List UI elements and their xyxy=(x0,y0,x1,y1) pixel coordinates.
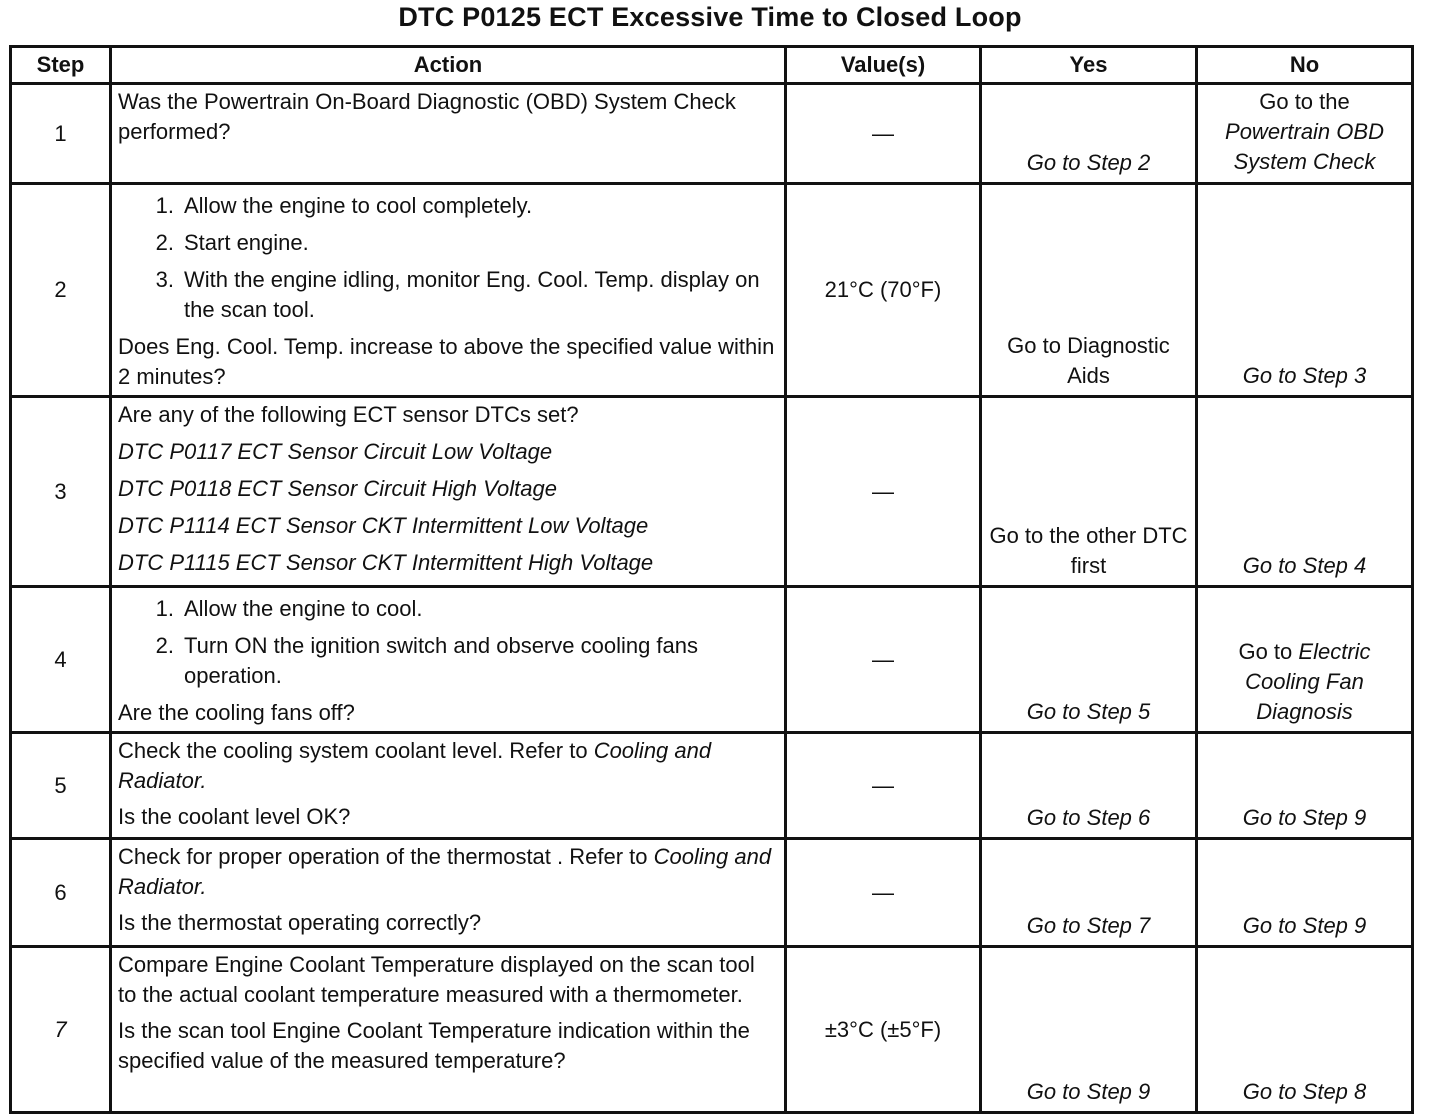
list-number: 3. xyxy=(155,267,174,292)
action-instruction: Compare Engine Coolant Temperature displayed on the scan tool to the actual coolant temperature measured with a thermometer. xyxy=(118,952,755,1007)
action-question: Was the Powertrain On-Board Diagnostic (OBD) System Check performed? xyxy=(118,89,736,144)
header-action: Action xyxy=(111,47,786,84)
no-cell: Go to Step 9 xyxy=(1197,733,1413,839)
yes-cell: Go to Step 7 xyxy=(981,839,1197,947)
list-number: 2. xyxy=(155,230,174,255)
table-row xyxy=(11,733,1413,839)
list-number: 2. xyxy=(155,633,174,658)
no-link: Electric Cooling Fan Diagnosis xyxy=(1245,639,1371,724)
table-row xyxy=(11,84,1413,184)
step-number: 6 xyxy=(11,839,111,947)
no-link: Powertrain OBD System Check xyxy=(1225,119,1384,174)
table-row xyxy=(11,587,1413,733)
list-item xyxy=(118,594,778,624)
action-cell xyxy=(111,839,786,947)
list-number: 1. xyxy=(155,596,174,621)
no-cell: Go to Step 4 xyxy=(1197,397,1413,587)
action-cell xyxy=(111,947,786,1113)
list-item xyxy=(118,631,778,691)
action-text xyxy=(118,842,778,902)
header-values: Value(s) xyxy=(786,47,981,84)
action-question: Is the scan tool Engine Coolant Temperature indication within the specified value of the measured temperature? xyxy=(118,1018,750,1073)
table-row xyxy=(11,947,1413,1113)
action-instruction: Check for proper operation of the thermostat . Refer to xyxy=(118,844,648,869)
list-text: Turn ON the ignition switch and observe cooling fans operation. xyxy=(184,633,699,688)
action-question: Are the cooling fans off? xyxy=(118,700,355,725)
step-number: 2 xyxy=(11,184,111,397)
header-no: No xyxy=(1197,47,1413,84)
value-cell: — xyxy=(786,397,981,587)
list-item xyxy=(118,191,778,221)
action-text xyxy=(118,736,778,796)
no-cell xyxy=(1197,84,1413,184)
list-text: Allow the engine to cool completely. xyxy=(184,193,533,218)
dtc-reference: DTC P0118 ECT Sensor Circuit High Voltage xyxy=(118,476,557,501)
list-text: Start engine. xyxy=(184,230,309,255)
yes-cell: Go to Step 9 xyxy=(981,947,1197,1113)
value-cell: ±3°C (±5°F) xyxy=(786,947,981,1113)
value-cell: — xyxy=(786,733,981,839)
list-number: 1. xyxy=(155,193,174,218)
dtc-reference: DTC P1114 ECT Sensor CKT Intermittent Low Voltage xyxy=(118,513,649,538)
yes-cell: Go to Diagnostic Aids xyxy=(981,184,1197,397)
no-cell: Go to Step 9 xyxy=(1197,839,1413,947)
step-number: 4 xyxy=(11,587,111,733)
list-text: With the engine idling, monitor Eng. Cool. Temp. display on the scan tool. xyxy=(184,267,760,322)
yes-cell: Go to Step 6 xyxy=(981,733,1197,839)
reference-link: Cooling and Radiator. xyxy=(118,738,712,793)
diagnostic-table xyxy=(9,45,1414,1114)
table-row xyxy=(11,397,1413,587)
list-item xyxy=(118,228,778,258)
step-number: 3 xyxy=(11,397,111,587)
action-instruction: Check the cooling system coolant level. Refer to xyxy=(118,738,588,763)
step-number: 7 xyxy=(11,947,111,1113)
action-cell xyxy=(111,184,786,397)
yes-cell: Go to Step 2 xyxy=(981,84,1197,184)
action-question: Is the thermostat operating correctly? xyxy=(118,910,482,935)
no-text: Go to the xyxy=(1259,89,1350,114)
header-row xyxy=(11,47,1413,84)
header-yes: Yes xyxy=(981,47,1197,84)
action-question: Is the coolant level OK? xyxy=(118,804,351,829)
value-cell: — xyxy=(786,587,981,733)
step-number: 1 xyxy=(11,84,111,184)
action-cell xyxy=(111,84,786,184)
header-step: Step xyxy=(11,47,111,84)
no-cell xyxy=(1197,587,1413,733)
action-cell xyxy=(111,587,786,733)
list-text: Allow the engine to cool. xyxy=(184,596,423,621)
yes-cell: Go to Step 5 xyxy=(981,587,1197,733)
action-cell xyxy=(111,733,786,839)
value-cell: 21°C (70°F) xyxy=(786,184,981,397)
reference-link: Cooling and Radiator. xyxy=(118,844,772,899)
action-question: Are any of the following ECT sensor DTCs set? xyxy=(118,402,579,427)
value-cell: — xyxy=(786,839,981,947)
dtc-reference: DTC P1115 ECT Sensor CKT Intermittent High Voltage xyxy=(118,550,654,575)
yes-cell: Go to the other DTC first xyxy=(981,397,1197,587)
step-number: 5 xyxy=(11,733,111,839)
no-cell: Go to Step 3 xyxy=(1197,184,1413,397)
no-cell: Go to Step 8 xyxy=(1197,947,1413,1113)
table-row xyxy=(11,839,1413,947)
action-cell xyxy=(111,397,786,587)
page-title: DTC P0125 ECT Excessive Time to Closed Loop xyxy=(398,2,1022,32)
action-question: Does Eng. Cool. Temp. increase to above the specified value within 2 minutes? xyxy=(118,334,775,389)
dtc-reference: DTC P0117 ECT Sensor Circuit Low Voltage xyxy=(118,439,553,464)
table-row xyxy=(11,184,1413,397)
value-cell: — xyxy=(786,84,981,184)
list-item xyxy=(118,265,778,325)
no-text: Go to xyxy=(1238,639,1293,664)
